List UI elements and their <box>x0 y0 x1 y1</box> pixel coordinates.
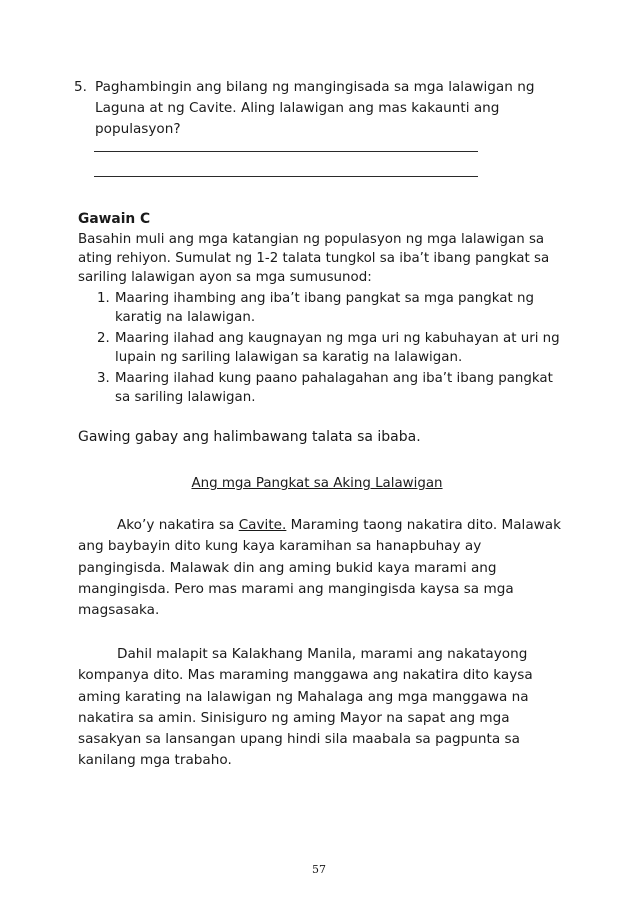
guide-text: Gawing gabay ang halimbawang talata sa ibaba. <box>78 429 421 445</box>
list-item-text: Maaring ilahad ang kaugnayan ng mga uri ng kabuhayan at uri ng lupain ng sariling lalawigan sa karatig na lalawigan. <box>115 331 560 365</box>
list-item-number: 3. <box>97 371 110 386</box>
list-item-number: 2. <box>97 331 110 346</box>
list-item <box>78 329 568 367</box>
place-name: Cavite. <box>238 517 287 533</box>
question-text: Paghambingin ang bilang ng mangingisada sa mga lalawigan ng Laguna at ng Cavite. Aling lalawigan ang mas kakaunti ang populasyon? <box>95 79 535 137</box>
paragraph-1-start: Ako’y nakatira sa <box>117 517 239 533</box>
instruction-list <box>78 289 568 409</box>
list-item <box>78 289 568 327</box>
list-item <box>78 369 568 407</box>
question-number: 5. <box>74 79 87 95</box>
example-title <box>0 476 638 491</box>
list-item-number: 1. <box>97 291 110 306</box>
example-paragraph-2: Dahil malapit sa Kalakhang Manila, marami ang nakatayong kompanya dito. Mas maraming manggawa ang nakatira dito kaysa aming karating na lalawigan ng Mahalaga ang mga manggawa na nakatira sa amin. Sinisiguro ng aming Mayor na sapat ang mga sasakyan sa lansangan upang hindi sila maabala sa pagpunta sa kanilang mga trabaho. <box>78 646 533 769</box>
example-title-text: Ang mga Pangkat sa Aking Lalawigan <box>191 476 443 491</box>
paragraph-1-rest: Maraming taong nakatira dito. Malawak ang baybayin dito kung kaya karamihan sa hanapbuhay ay pangingisda. Malawak din ang aming bukid kaya marami ang mangingisda. Pero mas marami ang mangingisda kaysa sa mga magsasaka. <box>78 517 561 619</box>
answer-line-2[interactable] <box>94 176 478 177</box>
example-paragraph-1 <box>78 515 564 621</box>
list-item-text: Maaring ilahad kung paano pahalagahan ang iba’t ibang pangkat sa sariling lalawigan. <box>115 371 553 405</box>
list-item-text: Maaring ihambing ang iba’t ibang pangkat sa mga pangkat ng karatig na lalawigan. <box>115 291 534 325</box>
page-number: 57 <box>312 863 326 876</box>
answer-line-1[interactable] <box>94 151 478 152</box>
section-intro: Basahin muli ang mga katangian ng populasyon ng mga lalawigan sa ating rehiyon. Sumulat ng 1-2 talata tungkol sa iba’t ibang pangkat sa sariling lalawigan ayon sa mga sumusunod: <box>78 232 550 285</box>
question-5 <box>74 77 574 140</box>
section-heading: Gawain C <box>78 211 151 227</box>
